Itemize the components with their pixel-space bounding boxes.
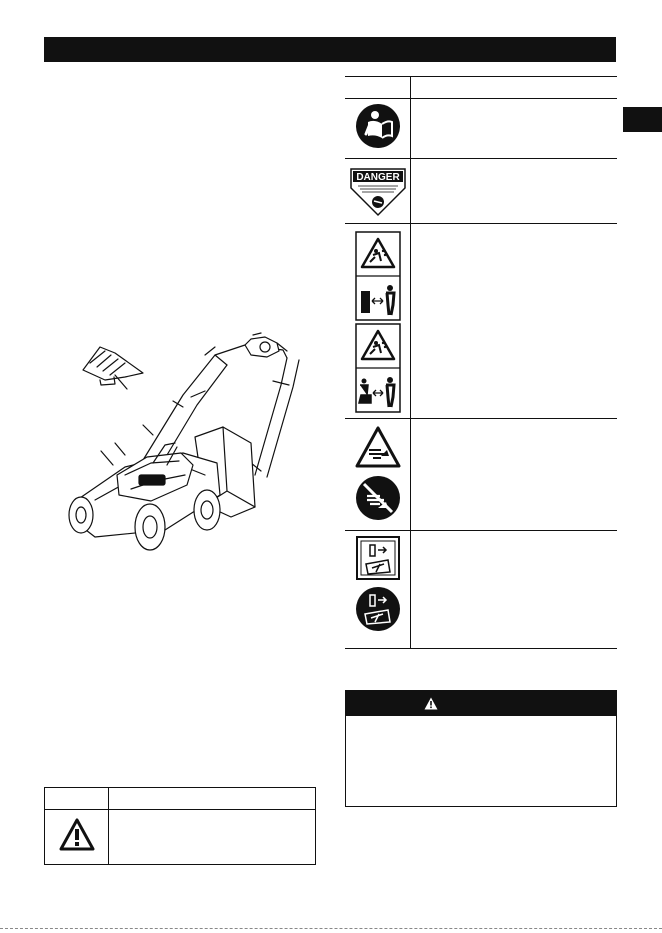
table-header-row	[45, 788, 315, 810]
symbol-table-right	[345, 76, 617, 649]
danger-label-icon	[350, 168, 406, 216]
trim-line	[0, 928, 662, 929]
thrown-objects-icon	[355, 231, 401, 321]
no-hand-icon	[356, 476, 400, 520]
language-tab[interactable]	[623, 107, 662, 132]
column-divider	[108, 788, 109, 864]
hand-injury-icon	[355, 426, 401, 470]
remove-key-icon	[356, 587, 400, 631]
row-divider	[345, 418, 617, 419]
lawn-mower-illustration	[55, 325, 305, 555]
symbol-table-left	[44, 787, 316, 865]
row-divider	[345, 530, 617, 531]
warning-box	[345, 690, 617, 807]
danger-word: DANGER	[356, 172, 400, 183]
table-header-row	[345, 77, 617, 99]
warning-box-header	[346, 691, 616, 716]
row-divider	[345, 223, 617, 224]
row-divider	[345, 158, 617, 159]
remove-key-icon	[356, 536, 400, 580]
column-divider	[410, 77, 411, 648]
keep-distance-icon	[355, 323, 401, 413]
read-manual-icon	[356, 104, 400, 148]
section-header-bar	[44, 37, 616, 62]
warning-triangle-icon	[59, 817, 95, 853]
warning-triangle-icon	[424, 697, 438, 710]
